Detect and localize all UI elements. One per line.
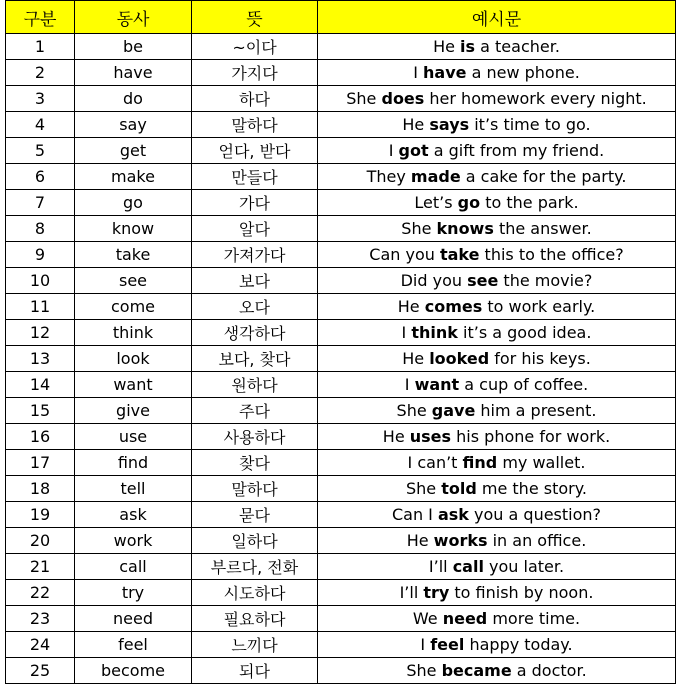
cell-no[interactable]: 25 (6, 658, 75, 684)
cell-no[interactable]: 5 (6, 138, 75, 164)
cell-verb[interactable]: give (75, 398, 192, 424)
cell-no[interactable]: 17 (6, 450, 75, 476)
cell-meaning[interactable]: 오다 (192, 294, 318, 320)
cell-meaning[interactable]: 주다 (192, 398, 318, 424)
cell-example[interactable] (318, 86, 676, 112)
example-pre: I’ll (399, 583, 424, 602)
header-no[interactable]: 구분 (6, 1, 75, 34)
table-body (6, 34, 676, 684)
cell-example[interactable] (318, 242, 676, 268)
cell-no[interactable]: 22 (6, 580, 75, 606)
cell-meaning[interactable]: 되다 (192, 658, 318, 684)
example-post: it’s a good idea. (457, 323, 592, 342)
example-pre: She (396, 401, 432, 420)
example-verb: take (439, 245, 480, 264)
example-verb: find (462, 453, 498, 472)
example-post: to the park. (480, 193, 579, 212)
example-post: this to the office? (479, 245, 624, 264)
table-row (6, 502, 676, 528)
cell-example[interactable] (318, 606, 676, 632)
example-verb: got (398, 141, 429, 160)
example-verb: need (442, 609, 488, 628)
cell-example[interactable] (318, 632, 676, 658)
cell-no[interactable]: 16 (6, 424, 75, 450)
cell-no[interactable]: 15 (6, 398, 75, 424)
example-post: his phone for work. (451, 427, 611, 446)
example-pre: Can you (369, 245, 440, 264)
cell-example[interactable] (318, 346, 676, 372)
table-row (6, 60, 676, 86)
cell-no[interactable]: 9 (6, 242, 75, 268)
example-post: you later. (483, 557, 565, 576)
cell-verb[interactable]: come (75, 294, 192, 320)
cell-verb[interactable]: call (75, 554, 192, 580)
table-row (6, 86, 676, 112)
cell-no[interactable]: 23 (6, 606, 75, 632)
example-pre: She (346, 89, 382, 108)
example-post: a new phone. (466, 63, 580, 82)
cell-verb[interactable]: say (75, 112, 192, 138)
cell-example[interactable] (318, 60, 676, 86)
cell-verb[interactable]: ask (75, 502, 192, 528)
cell-example[interactable] (318, 528, 676, 554)
cell-meaning[interactable]: 부르다, 전화 (192, 554, 318, 580)
table-row (6, 242, 676, 268)
example-verb: does (381, 89, 425, 108)
table-row (6, 372, 676, 398)
example-post: the answer. (493, 219, 592, 238)
cell-meaning[interactable]: 필요하다 (192, 606, 318, 632)
cell-no[interactable]: 14 (6, 372, 75, 398)
table-row (6, 658, 676, 684)
example-post: me the story. (476, 479, 587, 498)
cell-example[interactable] (318, 554, 676, 580)
example-verb: want (414, 375, 460, 394)
cell-verb[interactable]: see (75, 268, 192, 294)
cell-verb[interactable]: feel (75, 632, 192, 658)
table-row (6, 190, 676, 216)
cell-no[interactable]: 24 (6, 632, 75, 658)
table-row (6, 424, 676, 450)
example-verb: says (429, 115, 470, 134)
cell-no[interactable]: 7 (6, 190, 75, 216)
example-pre: She (406, 661, 442, 680)
cell-meaning[interactable]: 묻다 (192, 502, 318, 528)
header-row (6, 1, 676, 34)
example-pre: I (420, 635, 431, 654)
cell-example[interactable] (318, 398, 676, 424)
example-post: to finish by noon. (449, 583, 594, 602)
table-row (6, 528, 676, 554)
example-pre: Did you (400, 271, 468, 290)
table-row (6, 346, 676, 372)
cell-verb[interactable]: look (75, 346, 192, 372)
table-row (6, 320, 676, 346)
cell-verb[interactable]: take (75, 242, 192, 268)
example-post: the movie? (498, 271, 593, 290)
cell-verb[interactable]: use (75, 424, 192, 450)
example-verb: made (410, 167, 461, 186)
cell-meaning[interactable]: 가져가다 (192, 242, 318, 268)
cell-example[interactable] (318, 138, 676, 164)
example-verb: told (441, 479, 477, 498)
cell-no[interactable]: 2 (6, 60, 75, 86)
cell-verb[interactable]: be (75, 34, 192, 60)
table-row (6, 398, 676, 424)
cell-verb[interactable]: need (75, 606, 192, 632)
example-post: happy today. (464, 635, 573, 654)
table-row (6, 580, 676, 606)
cell-example[interactable] (318, 294, 676, 320)
table-row (6, 294, 676, 320)
cell-meaning[interactable]: 만들다 (192, 164, 318, 190)
example-pre: He (433, 37, 461, 56)
example-pre: He (402, 115, 430, 134)
cell-example[interactable] (318, 424, 676, 450)
example-verb: gave (431, 401, 476, 420)
cell-meaning[interactable]: ~이다 (192, 34, 318, 60)
cell-no[interactable]: 13 (6, 346, 75, 372)
example-pre: I (401, 323, 412, 342)
cell-no[interactable]: 3 (6, 86, 75, 112)
cell-meaning[interactable]: 하다 (192, 86, 318, 112)
cell-no[interactable]: 18 (6, 476, 75, 502)
example-post: a doctor. (511, 661, 587, 680)
cell-no[interactable]: 8 (6, 216, 75, 242)
example-pre: I (413, 63, 424, 82)
example-post: it’s time to go. (469, 115, 591, 134)
example-post: in an office. (487, 531, 587, 550)
example-pre: I (404, 375, 415, 394)
example-verb: comes (424, 297, 483, 316)
example-verb: try (423, 583, 450, 602)
example-pre: They (366, 167, 411, 186)
cell-example[interactable] (318, 216, 676, 242)
cell-meaning[interactable]: 사용하다 (192, 424, 318, 450)
cell-example[interactable] (318, 190, 676, 216)
example-pre: We (412, 609, 443, 628)
example-post: more time. (487, 609, 581, 628)
example-post: a cake for the party. (460, 167, 627, 186)
cell-meaning[interactable]: 찾다 (192, 450, 318, 476)
example-pre: I can’t (407, 453, 463, 472)
example-pre: Can I (391, 505, 438, 524)
cell-no[interactable]: 10 (6, 268, 75, 294)
example-verb: works (433, 531, 488, 550)
example-post: a teacher. (475, 37, 560, 56)
cell-meaning[interactable]: 말하다 (192, 476, 318, 502)
cell-example[interactable] (318, 658, 676, 684)
cell-meaning[interactable]: 가다 (192, 190, 318, 216)
table-row (6, 34, 676, 60)
example-pre: She (401, 219, 437, 238)
example-verb: have (423, 63, 467, 82)
example-post: for his keys. (489, 349, 591, 368)
cell-verb[interactable]: go (75, 190, 192, 216)
cell-meaning[interactable]: 느끼다 (192, 632, 318, 658)
cell-verb[interactable]: have (75, 60, 192, 86)
example-verb: is (460, 37, 476, 56)
example-pre: He (402, 349, 430, 368)
table-row (6, 450, 676, 476)
example-verb: go (457, 193, 481, 212)
cell-meaning[interactable]: 보다, 찾다 (192, 346, 318, 372)
cell-example[interactable] (318, 34, 676, 60)
example-post: her homework every night. (424, 89, 647, 108)
cell-example[interactable] (318, 320, 676, 346)
example-verb: call (452, 557, 484, 576)
cell-verb[interactable]: think (75, 320, 192, 346)
cell-meaning[interactable]: 시도하다 (192, 580, 318, 606)
example-pre: He (397, 297, 425, 316)
cell-no[interactable]: 1 (6, 34, 75, 60)
header-verb[interactable]: 동사 (75, 1, 192, 34)
cell-meaning[interactable]: 생각하다 (192, 320, 318, 346)
cell-meaning[interactable]: 말하다 (192, 112, 318, 138)
example-verb: looked (429, 349, 490, 368)
example-pre: I’ll (428, 557, 453, 576)
example-pre: Let’s (414, 193, 458, 212)
cell-verb[interactable]: get (75, 138, 192, 164)
cell-verb[interactable]: make (75, 164, 192, 190)
cell-meaning[interactable]: 보다 (192, 268, 318, 294)
example-post: a cup of coffee. (459, 375, 589, 394)
example-post: my wallet. (497, 453, 586, 472)
example-pre: She (405, 479, 442, 498)
cell-verb[interactable]: find (75, 450, 192, 476)
example-verb: uses (409, 427, 452, 446)
example-verb: ask (437, 505, 469, 524)
cell-no[interactable]: 6 (6, 164, 75, 190)
table-row (6, 164, 676, 190)
example-post: to work early. (482, 297, 596, 316)
cell-example[interactable] (318, 580, 676, 606)
table-row (6, 138, 676, 164)
cell-verb[interactable]: tell (75, 476, 192, 502)
example-pre: He (382, 427, 410, 446)
cell-no[interactable]: 19 (6, 502, 75, 528)
cell-meaning[interactable]: 일하다 (192, 528, 318, 554)
table-row (6, 268, 676, 294)
cell-verb[interactable]: do (75, 86, 192, 112)
example-verb: think (411, 323, 458, 342)
cell-example[interactable] (318, 502, 676, 528)
cell-no[interactable]: 21 (6, 554, 75, 580)
cell-verb[interactable]: work (75, 528, 192, 554)
verb-table (5, 0, 676, 684)
header-example[interactable]: 예시문 (318, 1, 676, 34)
example-verb: see (467, 271, 499, 290)
table-row (6, 476, 676, 502)
example-post: him a present. (475, 401, 597, 420)
example-pre: He (406, 531, 434, 550)
cell-no[interactable]: 4 (6, 112, 75, 138)
example-post: you a question? (468, 505, 602, 524)
example-verb: became (441, 661, 512, 680)
cell-verb[interactable]: try (75, 580, 192, 606)
cell-no[interactable]: 12 (6, 320, 75, 346)
example-verb: feel (430, 635, 465, 654)
cell-meaning[interactable]: 원하다 (192, 372, 318, 398)
cell-example[interactable] (318, 476, 676, 502)
cell-example[interactable] (318, 112, 676, 138)
cell-no[interactable]: 11 (6, 294, 75, 320)
table-row (6, 216, 676, 242)
cell-no[interactable]: 20 (6, 528, 75, 554)
cell-verb[interactable]: know (75, 216, 192, 242)
table-row (6, 554, 676, 580)
table-row (6, 112, 676, 138)
cell-example[interactable] (318, 372, 676, 398)
example-post: a gift from my friend. (428, 141, 605, 160)
cell-verb[interactable]: want (75, 372, 192, 398)
cell-meaning[interactable]: 가지다 (192, 60, 318, 86)
cell-meaning[interactable]: 얻다, 받다 (192, 138, 318, 164)
cell-verb[interactable]: become (75, 658, 192, 684)
cell-example[interactable] (318, 450, 676, 476)
example-pre: I (388, 141, 399, 160)
cell-example[interactable] (318, 268, 676, 294)
table-row (6, 632, 676, 658)
cell-meaning[interactable]: 알다 (192, 216, 318, 242)
example-verb: knows (436, 219, 494, 238)
header-meaning[interactable]: 뜻 (192, 1, 318, 34)
cell-example[interactable] (318, 164, 676, 190)
table-row (6, 606, 676, 632)
